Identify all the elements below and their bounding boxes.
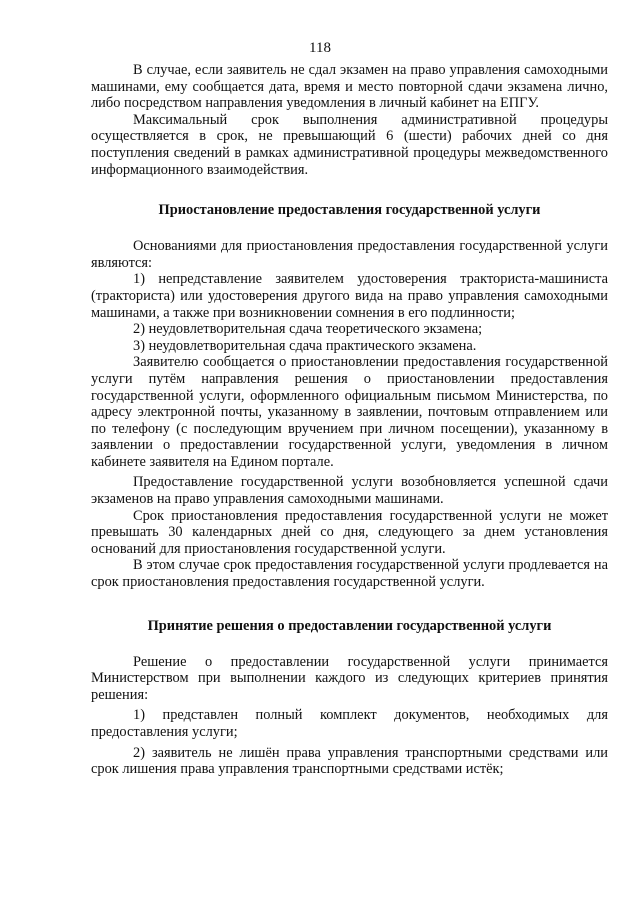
list-item-ground-3: 3) неудовлетворительная сдача практического экзамена. (133, 337, 477, 354)
list-item-ground-1: 1) непредставление заявителем удостоверения тракториста-машиниста (тракториста) или удостоверения другого вида на право управления самоходными машинами, а также при возникновении сомнения в его подлинности; (91, 271, 608, 321)
list-item-ground-2: 2) неудовлетворительная сдача теоретического экзамена; (133, 321, 483, 338)
paragraph-max-term: Максимальный срок выполнения административной процедуры осуществляется в срок, не превышающий 6 (шести) рабочих дней со дня поступления сведений в рамках административной процедуры межведомственного информационного взаимодействия. (91, 111, 608, 178)
paragraph-repeat-exam: В случае, если заявитель не сдал экзамен на право управления самоходными машинами, ему сообщается дата, время и место повторной сдачи экзамена лично, либо посредством направления уведомления в личный кабинет на ЕПГУ. (91, 62, 608, 112)
paragraph-resumption: Предоставление государственной услуги возобновляется успешной сдачи экзаменов на право управления самоходными машинами. (91, 474, 608, 508)
section-heading-suspension: Приостановление предоставления государственной услуги (158, 202, 541, 219)
paragraph-decision-criteria: Решение о предоставлении государственной услуги принимается Министерством при выполнении каждого из следующих критериев принятия решения: (91, 653, 608, 703)
list-item-criterion-1: 1) представлен полный комплект документов, необходимых для предоставления услуги; (91, 707, 608, 740)
list-item-criterion-2: 2) заявитель не лишён права управления транспортными средствами или срок лишения права управления транспортными средствами истёк; (91, 744, 608, 778)
paragraph-notification: Заявителю сообщается о приостановлении предоставления государственной услуги путём направления решения о приостановлении предоставления государственной услуги, оформленного официальным письмом Министерства, по адресу электронной почты, указанному в заявлении, почтовым отправлением или по телефону (с последующим вручением при личном посещении), указанному в заявлении о предоставлении государственной услуги, уведомления в личном кабинете заявителя на Едином портале. (91, 354, 608, 470)
document-body (91, 62, 608, 778)
section-heading-decision: Принятие решения о предоставлении государственной услуги (147, 617, 552, 634)
paragraph-suspension-term: Срок приостановления предоставления государственной услуги не может превышать 30 календарных дней со дня, следующего за днем установления оснований для приостановления государственной услуги. (91, 507, 608, 557)
page-number: 118 (309, 40, 331, 56)
paragraph-suspension-grounds: Основаниями для приостановления предоставления государственной услуги являются: (91, 238, 608, 271)
paragraph-term-extension: В этом случае срок предоставления государственной услуги продлевается на срок приостановления предоставления государственной услуги. (91, 557, 608, 591)
